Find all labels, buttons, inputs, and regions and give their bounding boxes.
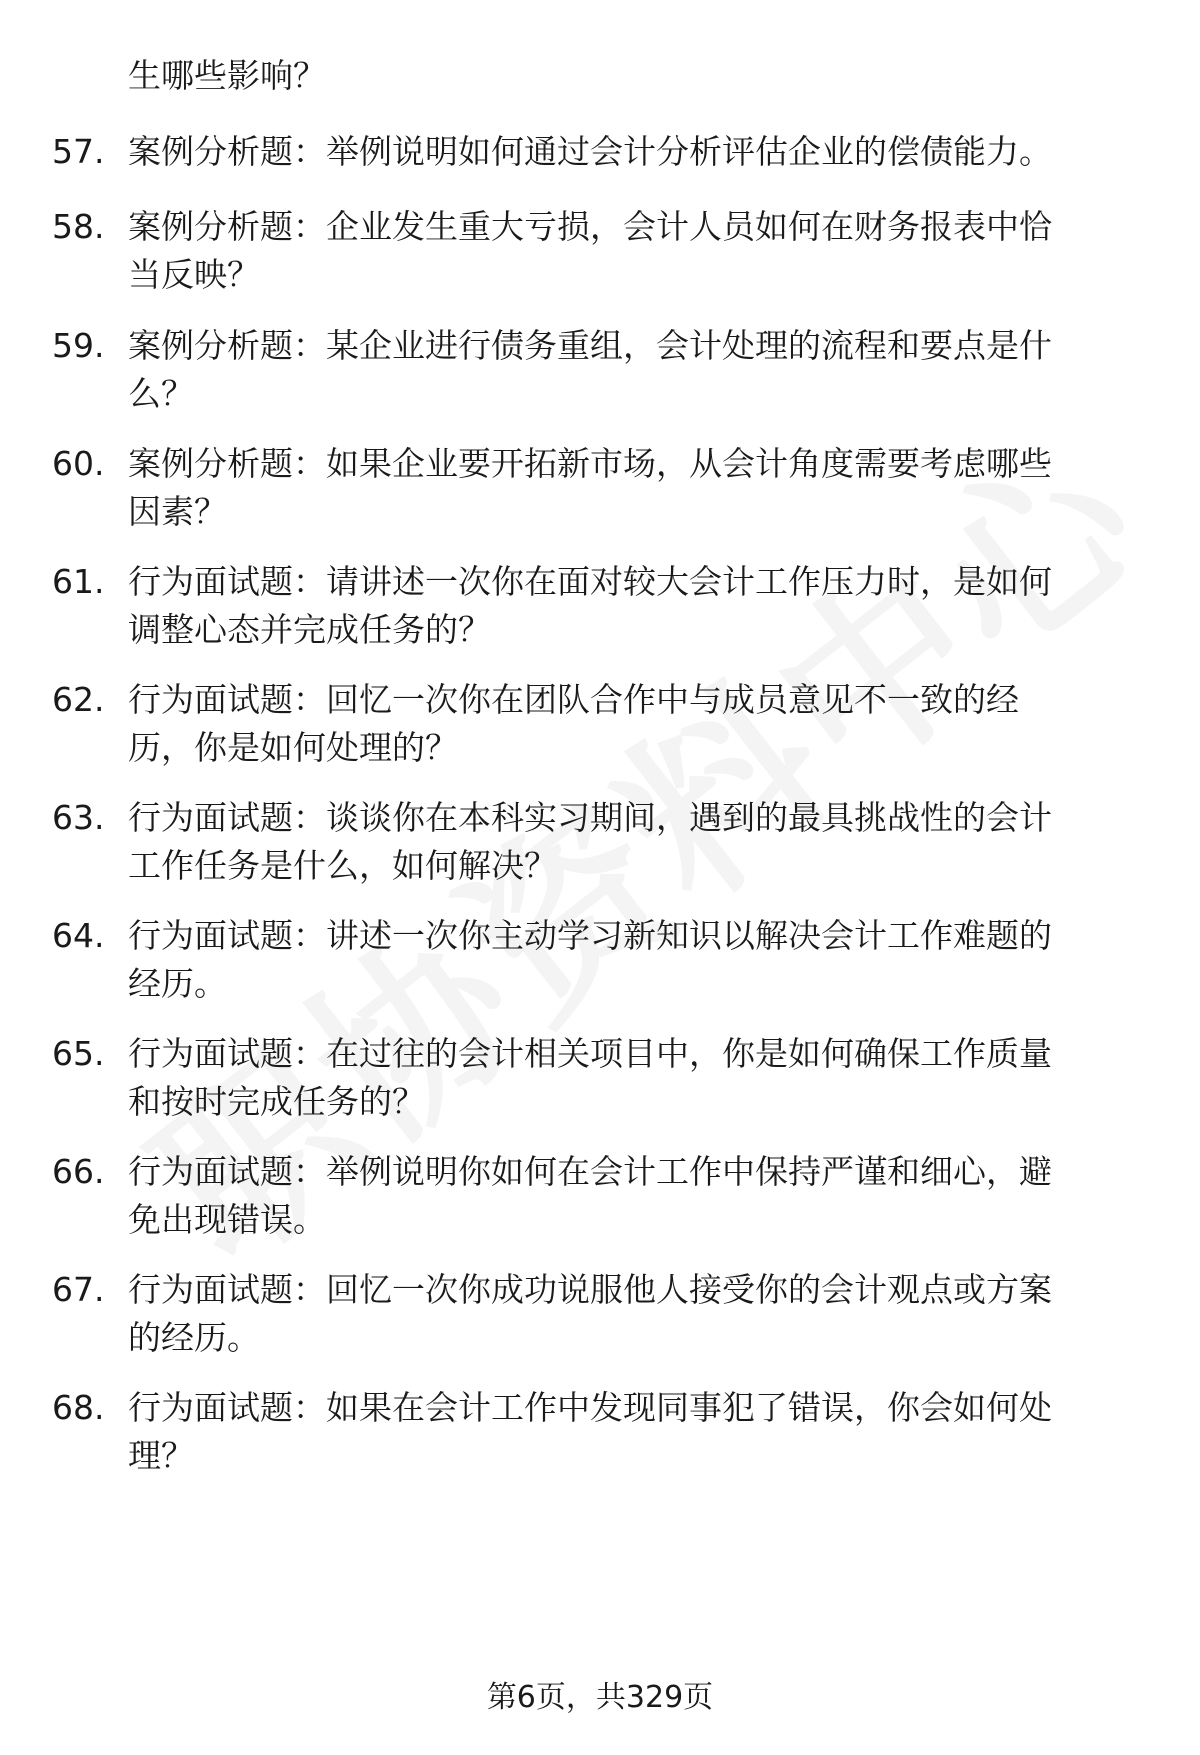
question-text-line: 行为面试题：讲述一次你主动学习新知识以解决会计工作难题的: [128, 916, 1052, 955]
question-text-line: 和按时完成任务的？: [128, 1082, 425, 1121]
question-number: 57.: [52, 132, 105, 171]
question-text-line: 行为面试题：举例说明你如何在会计工作中保持严谨和细心，避: [128, 1152, 1052, 1191]
question-text-line: 么？: [128, 374, 194, 413]
question-text-line: 案例分析题：如果企业要开拓新市场，从会计角度需要考虑哪些: [128, 444, 1052, 483]
question-text-line: 行为面试题：谈谈你在本科实习期间，遇到的最具挑战性的会计: [128, 798, 1052, 837]
question-text-line: 行为面试题：回忆一次你成功说服他人接受你的会计观点或方案: [128, 1270, 1052, 1309]
question-number: 59.: [52, 326, 105, 365]
question-number: 60.: [52, 444, 105, 483]
question-text-line: 案例分析题：某企业进行债务重组，会计处理的流程和要点是什: [128, 326, 1052, 365]
question-text-line: 工作任务是什么，如何解决？: [128, 846, 557, 885]
question-number: 66.: [52, 1152, 105, 1191]
question-text-line: 理？: [128, 1436, 194, 1475]
question-number: 68.: [52, 1388, 105, 1427]
question-text-line: 行为面试题：在过往的会计相关项目中，你是如何确保工作质量: [128, 1034, 1052, 1073]
question-text-line: 免出现错误。: [128, 1200, 326, 1239]
question-text-line: 行为面试题：如果在会计工作中发现同事犯了错误，你会如何处: [128, 1388, 1052, 1427]
page-number-footer: 第6页，共329页: [486, 1680, 714, 1715]
question-text-line: 因素？: [128, 492, 227, 531]
question-text-line: 行为面试题：请讲述一次你在面对较大会计工作压力时，是如何: [128, 562, 1052, 601]
question-number: 64.: [52, 916, 105, 955]
question-text-line: 历，你是如何处理的？: [128, 728, 458, 767]
question-text-line: 行为面试题：回忆一次你在团队合作中与成员意见不一致的经: [128, 680, 1019, 719]
question-text-line: 案例分析题：举例说明如何通过会计分析评估企业的偿债能力。: [128, 132, 1052, 171]
question-text-line: 当反映？: [128, 255, 260, 294]
question-number: 67.: [52, 1270, 105, 1309]
question-number: 58.: [52, 207, 105, 246]
question-number: 63.: [52, 798, 105, 837]
question-text-line: 调整心态并完成任务的？: [128, 610, 491, 649]
question-number: 65.: [52, 1034, 105, 1073]
question-number: 61.: [52, 562, 105, 601]
question-text-line: 的经历。: [128, 1318, 260, 1357]
question-text-line: 案例分析题：企业发生重大亏损，会计人员如何在财务报表中恰: [128, 207, 1052, 246]
question-text-line: 生哪些影响？: [128, 56, 326, 95]
question-number: 62.: [52, 680, 105, 719]
question-text-line: 经历。: [128, 964, 227, 1003]
